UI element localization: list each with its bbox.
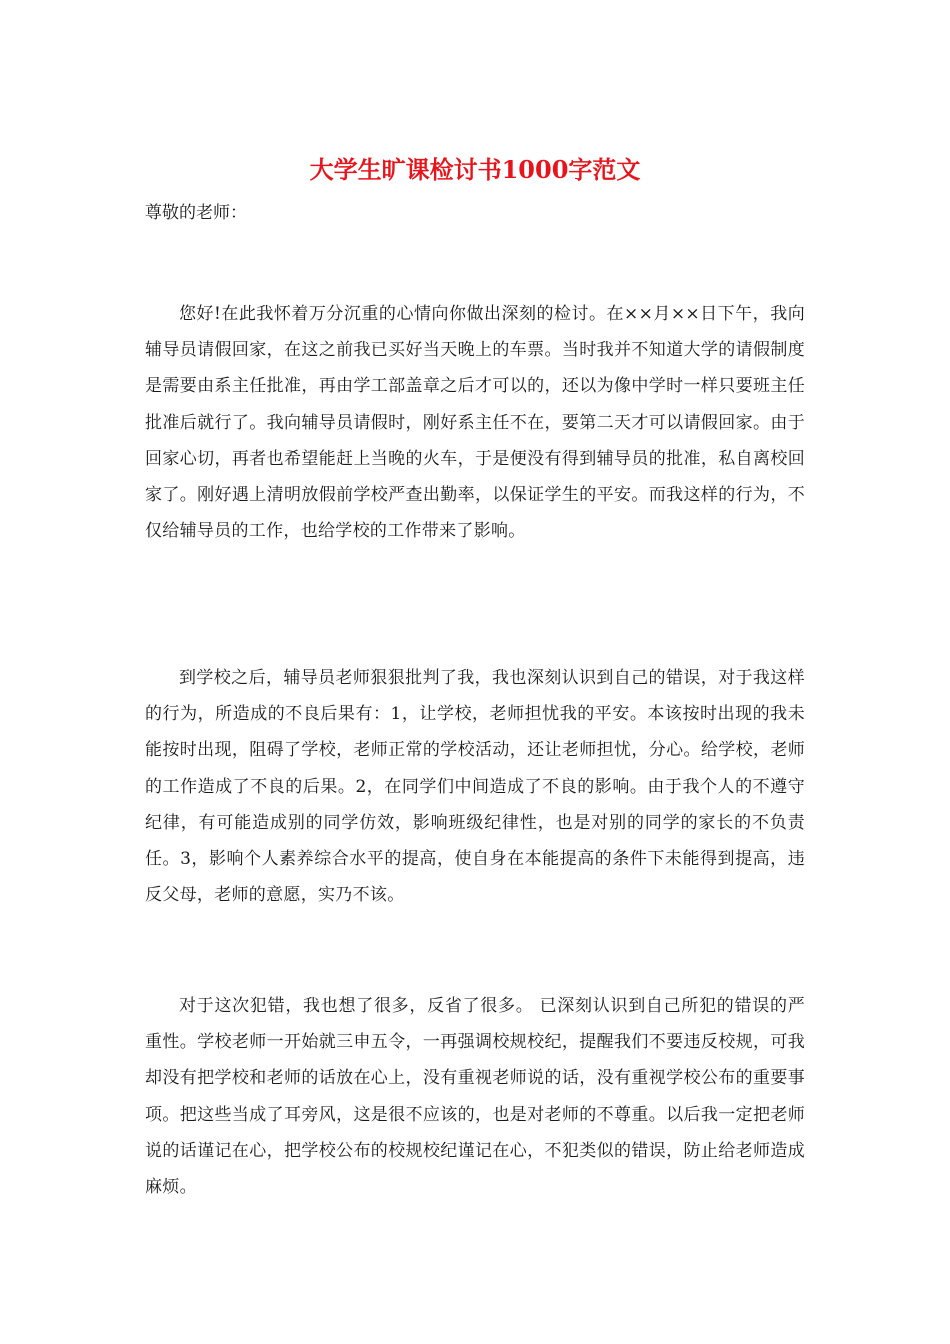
paragraph-3: 对于这次犯错，我也想了很多，反省了很多。 已深刻认识到自己所犯的错误的严重性。学校老师一开始就三申五令，一再强调校规校纪，提醒我们不要违反校规，可我却没有把学校和老师的话放在心上，没有重视老师说的话，没有重视学校公布的重要事项。把这些当成了耳旁风，这是很不应该的，也是对老师的不尊重。以后我一定把老师说的话谨记在心，把学校公布的校规校纪谨记在心，不犯类似的错误，防止给老师造成麻烦。 — [145, 996, 805, 1198]
salutation: 尊敬的老师： — [145, 203, 247, 223]
document-title: 大学生旷课检讨书1000字范文 — [309, 155, 641, 184]
paragraph-1: 您好!在此我怀着万分沉重的心情向你做出深刻的检讨。在××月××日下午，我向辅导员请假回家，在这之前我已买好当天晚上的车票。当时我并不知道大学的请假制度是需要由系主任批准，再由学工部盖章之后才可以的，还以为像中学时一样只要班主任批准后就行了。我向辅导员请假时，刚好系主任不在，要第二天才可以请假回家。由于回家心切，再者也希望能赶上当晚的火车，于是便没有得到辅导员的批准，私自离校回家了。刚好遇上清明放假前学校严查出勤率，以保证学生的平安。而我这样的行为，不仅给辅导员的工作，也给学校的工作带来了影响。 — [145, 304, 805, 542]
paragraph-2: 到学校之后，辅导员老师狠狠批判了我，我也深刻认识到自己的错误，对于我这样的行为，所造成的不良后果有：1，让学校，老师担忧我的平安。本该按时出现的我未能按时出现，阻碍了学校，老师正常的学校活动，还让老师担忧，分心。给学校，老师的工作造成了不良的后果。2，在同学们中间造成了不良的影响。由于我个人的不遵守纪律，有可能造成别的同学仿效，影响班级纪律性，也是对别的同学的家长的不负责任。3，影响个人素养综合水平的提高，使自身在本能提高的条件下未能得到提高，违反父母，老师的意愿，实乃不该。 — [145, 668, 805, 906]
